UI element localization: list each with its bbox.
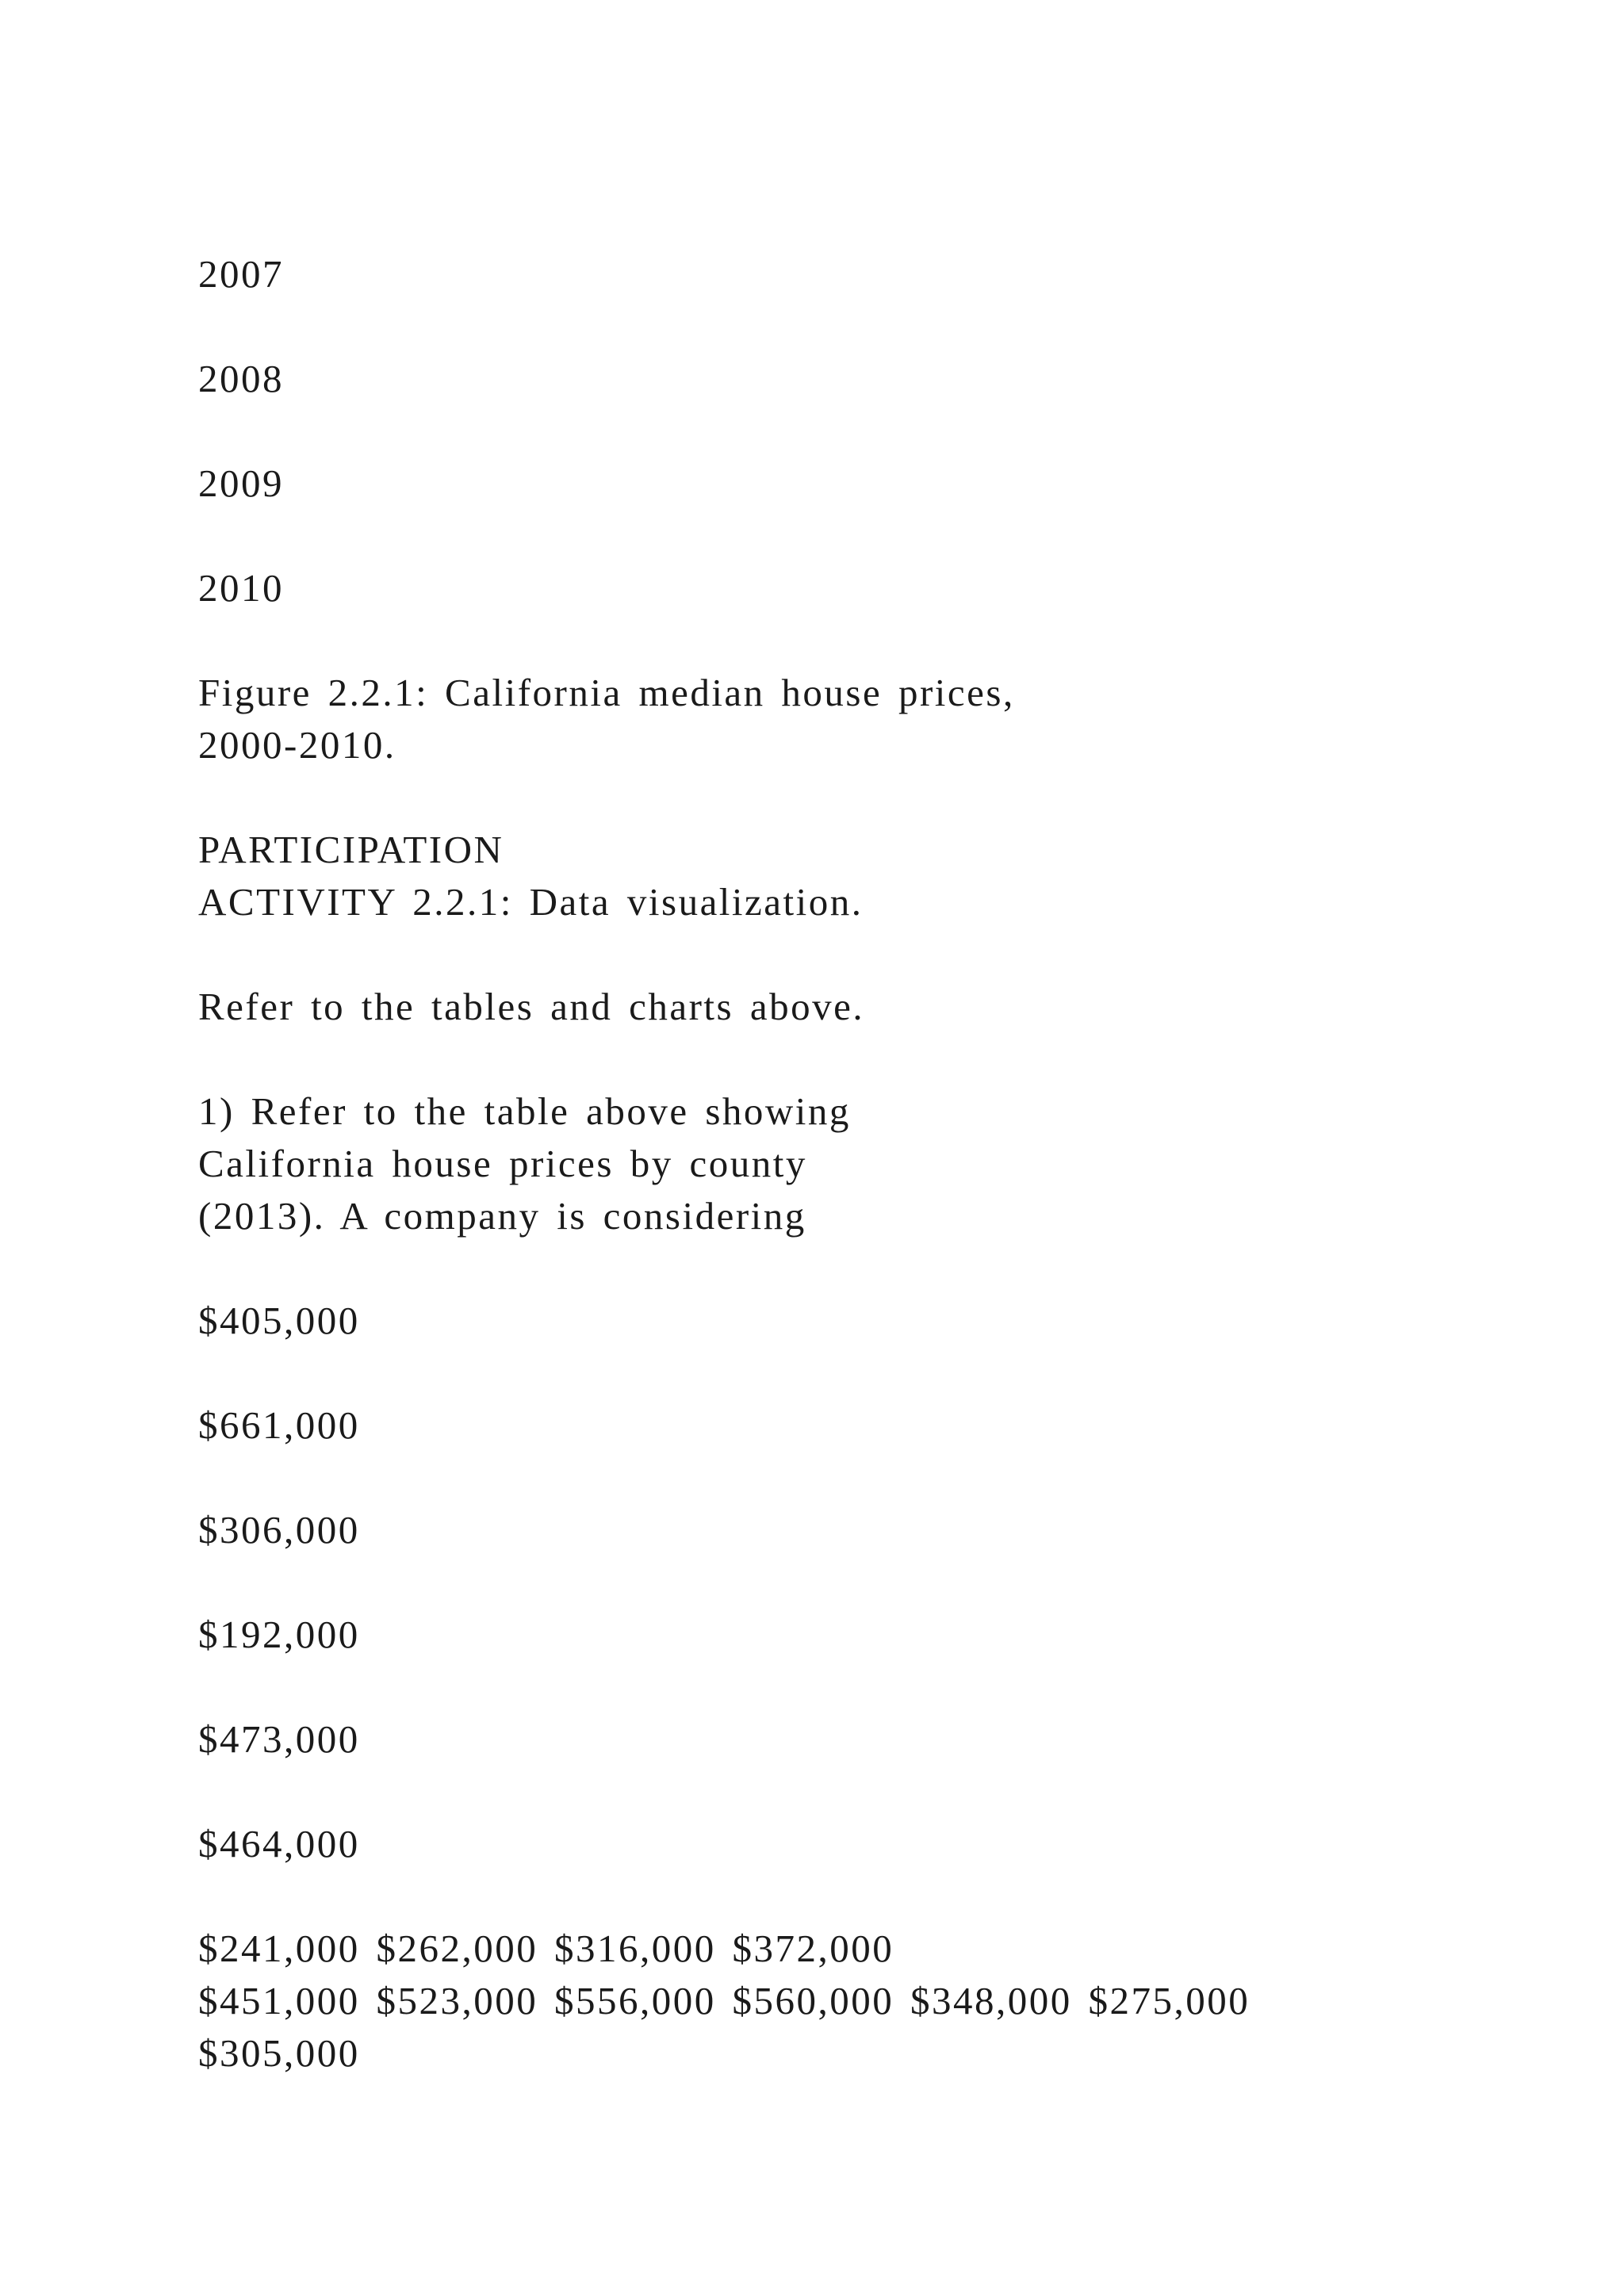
instruction-text: Refer to the tables and charts above. bbox=[198, 985, 865, 1028]
question-line-2: California house prices by county bbox=[198, 1142, 807, 1185]
price-row-line-3: $305,000 bbox=[198, 2031, 360, 2075]
year-2007: 2007 bbox=[198, 252, 284, 296]
price-row-line-2: $451,000 $523,000 $556,000 $560,000 $348,000 $275,000 bbox=[198, 1979, 1251, 2022]
activity-heading-line-1: PARTICIPATION bbox=[198, 828, 504, 871]
question-line-1: 1) Refer to the table above showing bbox=[198, 1089, 851, 1133]
figure-caption-line-1: Figure 2.2.1: California median house prices, bbox=[198, 671, 1015, 714]
price-value: $473,000 bbox=[198, 1717, 360, 1761]
year-2009: 2009 bbox=[198, 461, 284, 505]
year-2008: 2008 bbox=[198, 357, 284, 400]
price-value: $306,000 bbox=[198, 1508, 360, 1552]
question-line-3: (2013). A company is considering bbox=[198, 1194, 806, 1238]
activity-heading-line-2: ACTIVITY 2.2.1: Data visualization. bbox=[198, 880, 864, 924]
price-value: $464,000 bbox=[198, 1822, 360, 1866]
price-value: $192,000 bbox=[198, 1613, 360, 1656]
price-value: $661,000 bbox=[198, 1403, 360, 1447]
price-value: $405,000 bbox=[198, 1299, 360, 1342]
figure-caption-line-2: 2000-2010. bbox=[198, 723, 396, 767]
price-row-line-1: $241,000 $262,000 $316,000 $372,000 bbox=[198, 1927, 894, 1970]
year-2010: 2010 bbox=[198, 566, 284, 610]
